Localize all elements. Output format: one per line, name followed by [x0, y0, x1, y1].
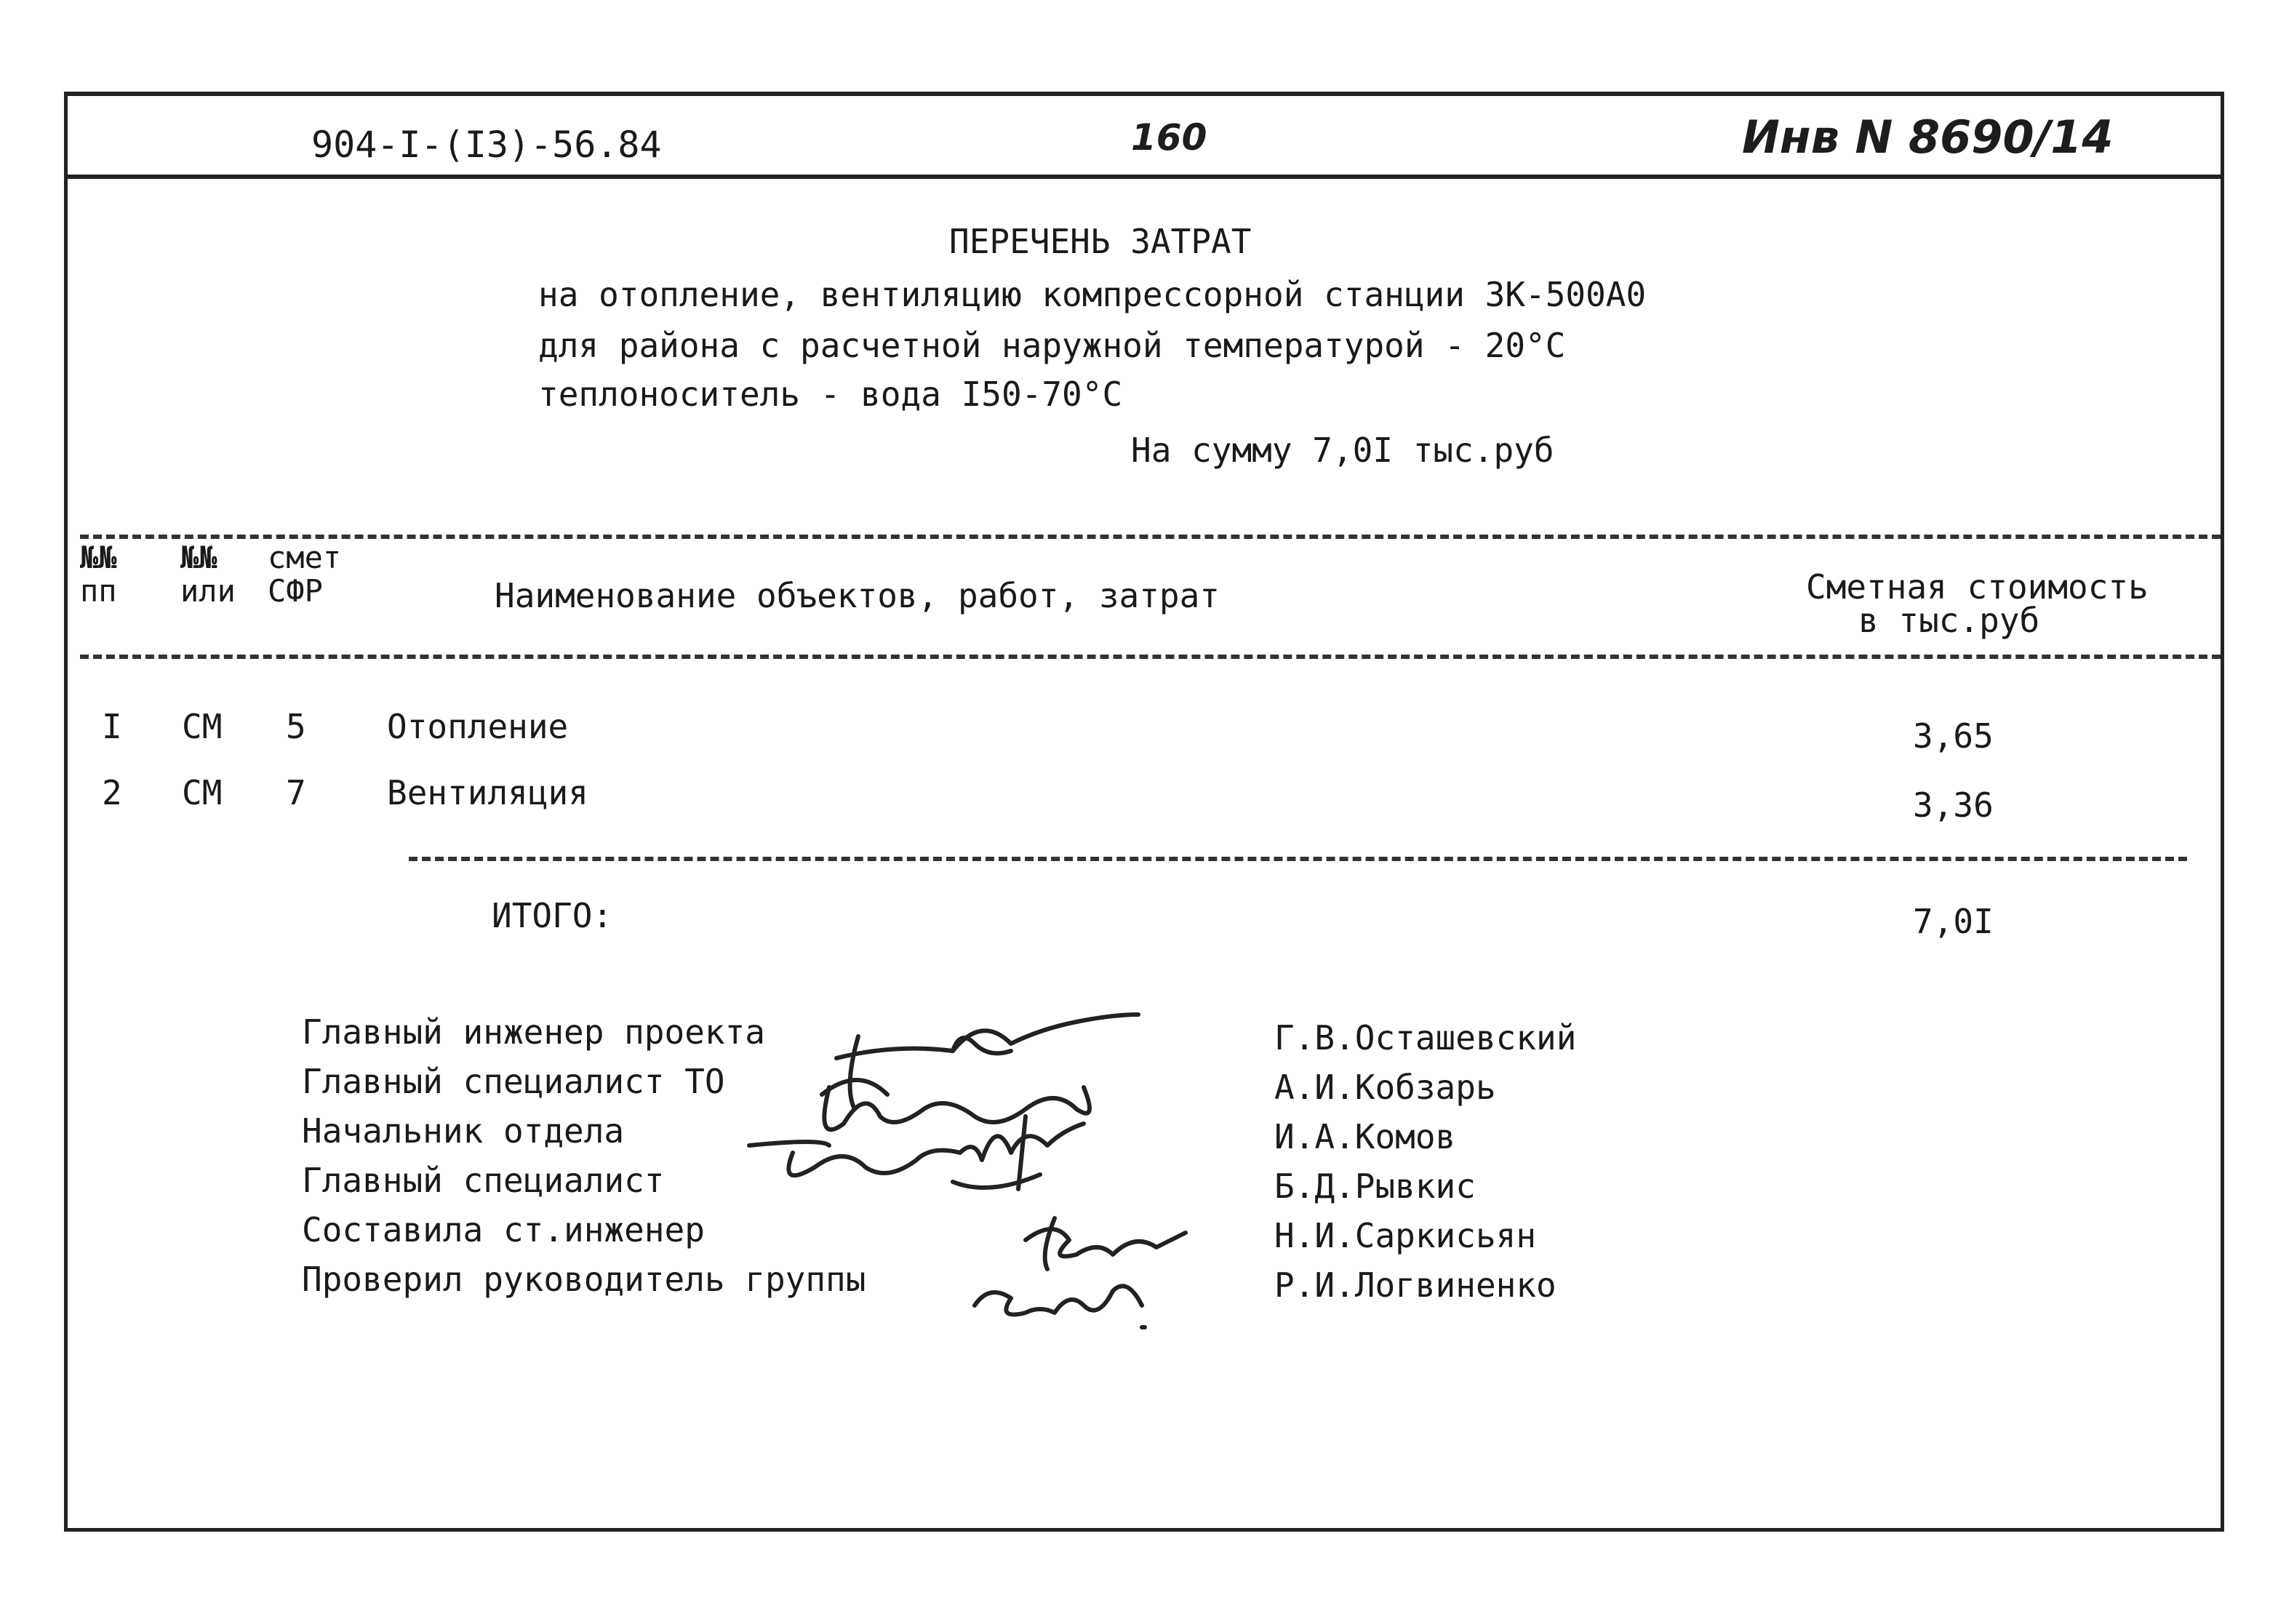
signature-name: Г.В.Осташевский: [1274, 1018, 1577, 1057]
signature-role: Главный инженер проекта: [302, 1012, 765, 1052]
signature-name: Н.И.Саркисьян: [1274, 1216, 1537, 1255]
inventory-number: Инв N 8690/14: [1742, 111, 2114, 164]
signature-name: Б.Д.Рывкис: [1274, 1167, 1476, 1206]
header-no-1: №№: [80, 540, 117, 575]
signature-role: Проверил руководитель группы: [302, 1260, 866, 1299]
header-cost-2: в тыс.руб: [1858, 601, 2040, 640]
signature-name: И.А.Комов: [1274, 1117, 1456, 1156]
signature-role: Составила ст.инженер: [302, 1210, 705, 1249]
document-code: 904-I-(I3)-56.84: [311, 124, 662, 166]
signature-role: Главный специалист ТО: [302, 1062, 725, 1101]
header-divider: [68, 175, 2221, 179]
row-num: 7: [286, 773, 306, 812]
signature-role: Начальник отдела: [302, 1111, 625, 1151]
header-name-column: Наименование объектов, работ, затрат: [495, 576, 1220, 615]
row-name: Отопление: [387, 707, 569, 746]
title-line-3: теплоноситель - вода I50-70°С: [538, 375, 1123, 414]
document-heading: ПЕРЕЧЕНЬ ЗАТРАТ: [949, 222, 1252, 261]
row-no: I: [102, 707, 122, 746]
handwritten-signatures: [735, 1000, 1229, 1342]
title-line-2: для района с расчетной наружной температурой - 20°С: [538, 326, 1566, 365]
header-smeta-1: №№: [180, 540, 217, 575]
header-cost-1: Сметная стоимость: [1806, 567, 2149, 607]
total-sum-line: На сумму 7,0I тыс.руб: [1131, 431, 1554, 470]
signature-name: Р.И.Логвиненко: [1274, 1265, 1556, 1305]
header-smeta-4: СФР: [268, 573, 323, 609]
row-type: СМ: [182, 707, 223, 746]
row-type: СМ: [182, 773, 223, 812]
total-label: ИТОГО:: [492, 896, 613, 935]
row-num: 5: [286, 707, 306, 746]
row-name: Вентиляция: [387, 773, 588, 812]
total-value: 7,0I: [1913, 902, 1994, 941]
header-no-2: пп: [80, 573, 117, 609]
signature-name: А.И.Кобзарь: [1274, 1068, 1496, 1107]
table-header-divider: [80, 655, 2221, 659]
row-cost: 3,36: [1913, 785, 1994, 825]
header-smeta-2: или: [180, 573, 236, 609]
header-smeta-3: смет: [268, 540, 342, 575]
table-top-divider: [80, 535, 2221, 539]
row-no: 2: [102, 773, 122, 812]
page-number: 160: [1131, 116, 1207, 159]
row-cost: 3,65: [1913, 716, 1994, 756]
total-divider: [409, 857, 2187, 861]
title-line-1: на отопление, вентиляцию компрессорной станции ЗК-500А0: [538, 275, 1647, 314]
signature-role: Главный специалист: [302, 1161, 665, 1200]
